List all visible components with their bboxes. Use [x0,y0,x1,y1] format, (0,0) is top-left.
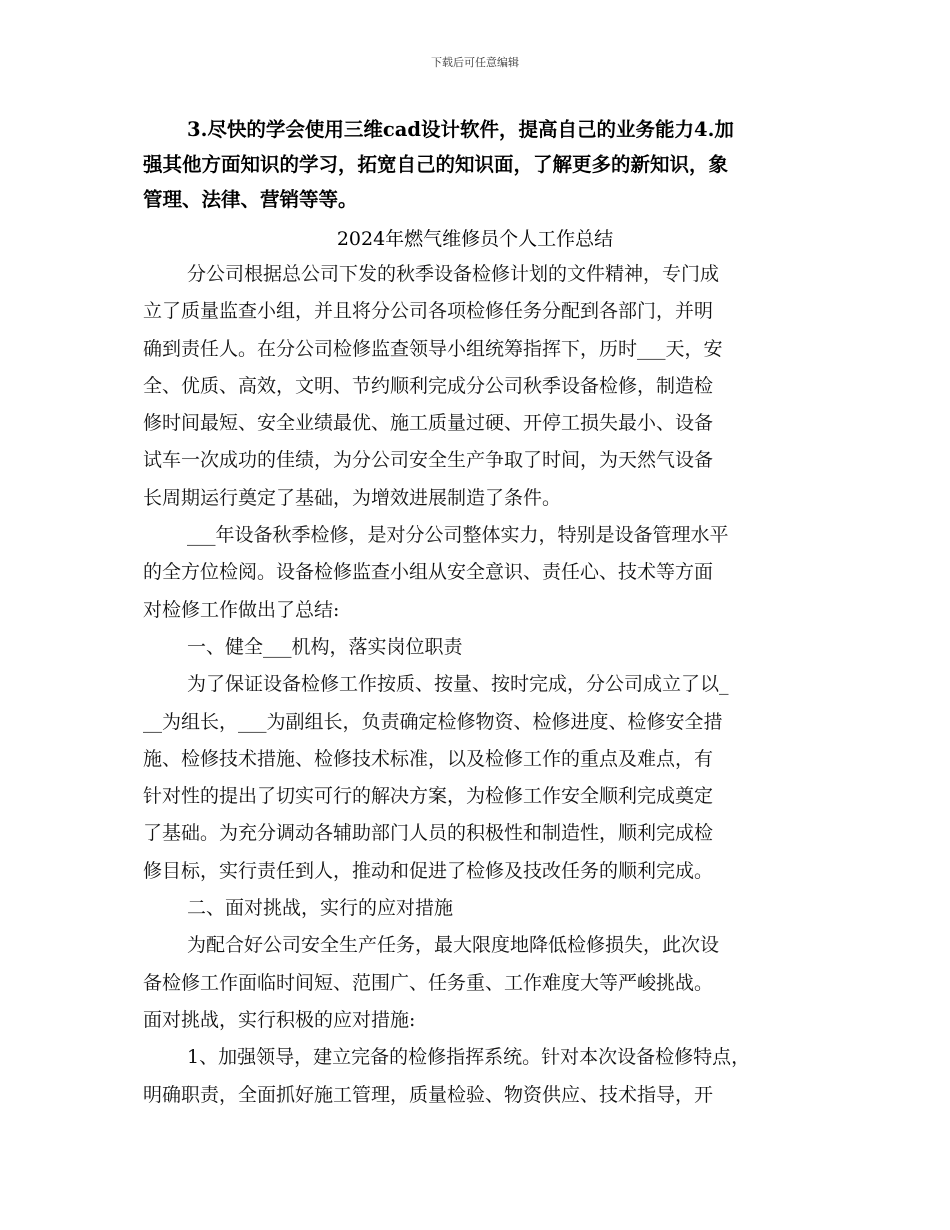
paragraph-line: ___年设备秋季检修，是对分公司整体实力，特别是设备管理水平 [187,524,729,547]
paragraph-line: 确到责任人。在分公司检修监查领导小组统筹指挥下，历时___天，安 [143,337,723,360]
paragraph-line: 1、加强领导，建立完备的检修指挥系统。针对本次设备检修特点， [187,1046,751,1069]
paragraph-line: 立了质量监查小组，并且将分公司各项检修任务分配到各部门，并明 [143,300,714,323]
section-heading: 一、健全___机构，落实岗位职责 [187,635,463,658]
paragraph-line: 分公司根据总公司下发的秋季设备检修计划的文件精神，专门成 [187,263,720,285]
paragraph-line: 修时间最短、安全业绩最优、施工质量过硬、开停工损失最小、设备 [143,412,714,435]
paragraph-line: 针对性的提出了切实可行的解决方案，为检修工作安全顺利完成奠定 [143,785,714,808]
paragraph-line: 为配合好公司安全生产任务，最大限度地降低检修损失，此次设 [187,934,720,957]
page-header: 下载后可任意编辑 [431,56,519,69]
paragraph-line: 明确职责，全面抓好施工管理，质量检验、物资供应、技术指导，开 [143,1083,714,1106]
bold-line: 3.尽快的学会使用三维cad设计软件，提高自己的业务能力4.加 [187,118,734,141]
bold-paragraph [143,112,843,217]
paragraph-line: 的全方位检阅。设备检修监查小组从安全意识、责任心、技术等方面 [143,561,714,584]
body-text [143,256,843,1114]
paragraph-line: 备检修工作面临时间短、范围广、任务重、工作难度大等严峻挑战。 [143,971,714,994]
paragraph-line: 修目标，实行责任到人，推动和促进了检修及技改任务的顺利完成。 [143,859,714,882]
paragraph-line: 面对挑战，实行积极的应对措施: [143,1008,416,1031]
document-title: 2024年燃气维修员个人工作总结 [336,228,614,250]
bold-line: 管理、法律、营销等等。 [143,188,358,211]
bold-line: 强其他方面知识的学习，拓宽自己的知识面，了解更多的新知识，象 [143,153,729,176]
paragraph-line: 了基础。为充分调动各辅助部门人员的积极性和制造性，顺利完成检 [143,822,714,845]
paragraph-line: 施、检修技术措施、检修技术标准，以及检修工作的重点及难点，有 [143,747,714,770]
paragraph-line: __为组长，___为副组长，负责确定检修物资、检修进度、检修安全措 [143,710,723,733]
paragraph-line: 试车一次成功的佳绩，为分公司安全生产争取了时间，为天然气设备 [143,449,714,472]
paragraph-line: 全、优质、高效，文明、节约顺利完成分公司秋季设备检修，制造检 [143,374,714,397]
paragraph-line: 对检修工作做出了总结: [143,598,340,621]
paragraph-line: 长周期运行奠定了基础，为增效进展制造了条件。 [143,486,562,509]
paragraph-line: 为了保证设备检修工作按质、按量、按时完成，分公司成立了以_ [187,673,729,696]
section-heading: 二、面对挑战，实行的应对措施 [187,897,454,920]
